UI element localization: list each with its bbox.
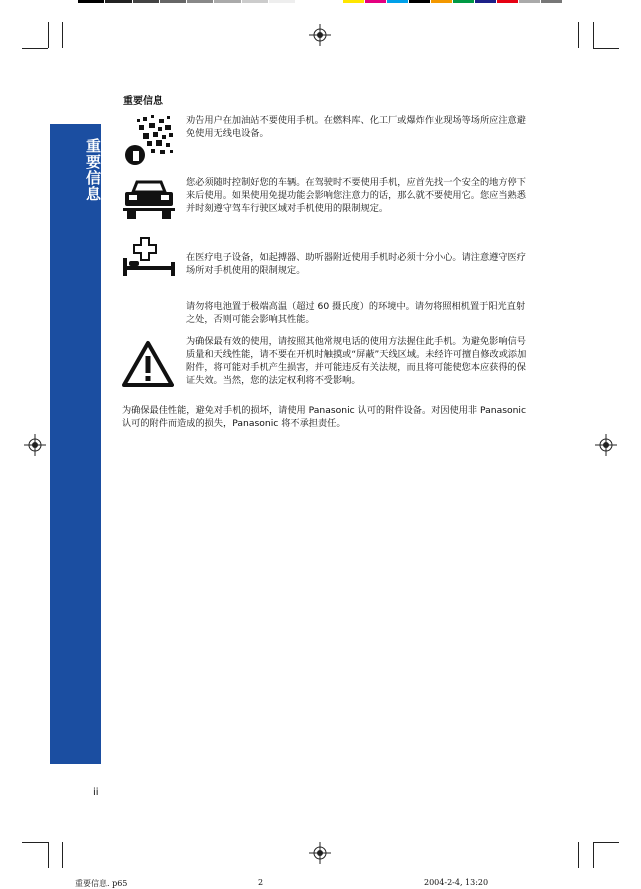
- medical-warning-text: 在医疗电子设备，如起搏器、助听器附近使用手机时必须十分小心。请注意遵守医疗场所对手机使用的限制规定。: [186, 252, 526, 276]
- caution-text: 为确保最有效的使用，请按照其他常规电话的使用方法握住此手机。为避免影响信号质量和天线性能，请不要在开机时触摸或“屏蔽”天线区域。未经许可擅自修改或添加附件，将可能对手机产生损害，并可能违反有关法规，而且将可能使您本应获得的保证失效。当然，您的法定权利将不受影响。: [186, 336, 527, 386]
- page-number: ii: [93, 787, 99, 798]
- crop-mark: [62, 842, 63, 868]
- accessories-text: 为确保最佳性能，避免对手机的损坏，请使用 Panasonic 认可的附件设备。对因使用非 Panasonic 认可的附件而造成的损失，Panasonic 将不承担责任。: [122, 405, 527, 429]
- crop-mark: [593, 842, 594, 868]
- hospital-bed-icon: [123, 236, 175, 282]
- warning-triangle-icon: [122, 340, 174, 392]
- car-icon: [123, 178, 175, 224]
- crop-mark: [593, 842, 619, 843]
- crop-mark: [593, 22, 594, 48]
- footer-timestamp: 2004-2-4, 13:20: [424, 878, 489, 887]
- registration-mark-icon: [309, 842, 331, 864]
- crop-mark: [22, 842, 48, 843]
- crop-mark: [578, 22, 579, 48]
- driving-warning-text: 您必须随时控制好您的车辆。在驾驶时不要使用手机，应首先找一个安全的地方停下来后使用。如果使用免提功能会影响您注意力的话，那么就不要使用它。您应当熟悉并时刻遵守驾车行驶区域对手机使用的限制规定。: [186, 177, 526, 214]
- crop-mark: [62, 22, 63, 48]
- fuel-warning-text: 劝告用户在加油站不要使用手机。在燃料库、化工厂或爆炸作业现场等场所应注意避免使用无线电设备。: [186, 115, 526, 139]
- sidebar-tab: [50, 124, 101, 764]
- crop-mark: [22, 48, 48, 49]
- registration-mark-icon: [24, 434, 46, 456]
- footer-filename: 重要信息. p65: [75, 879, 128, 888]
- print-gray-bar: [78, 0, 296, 3]
- registration-mark-icon: [595, 434, 617, 456]
- crop-mark: [48, 22, 49, 48]
- registration-mark-icon: [309, 24, 331, 46]
- crop-mark: [48, 842, 49, 868]
- footer-page: 2: [258, 878, 264, 887]
- crop-mark: [578, 842, 579, 868]
- temperature-warning-text: 请勿将电池置于极端高温（超过 60 摄氏度）的环境中。请勿将照相机置于阳光直射之处，否则可能会影响其性能。: [186, 301, 526, 325]
- crop-mark: [593, 48, 619, 49]
- sidebar-label: 重要信息: [84, 138, 102, 202]
- explosion-icon: [123, 113, 175, 171]
- section-title: 重要信息: [123, 96, 163, 107]
- print-color-bar: [343, 0, 563, 3]
